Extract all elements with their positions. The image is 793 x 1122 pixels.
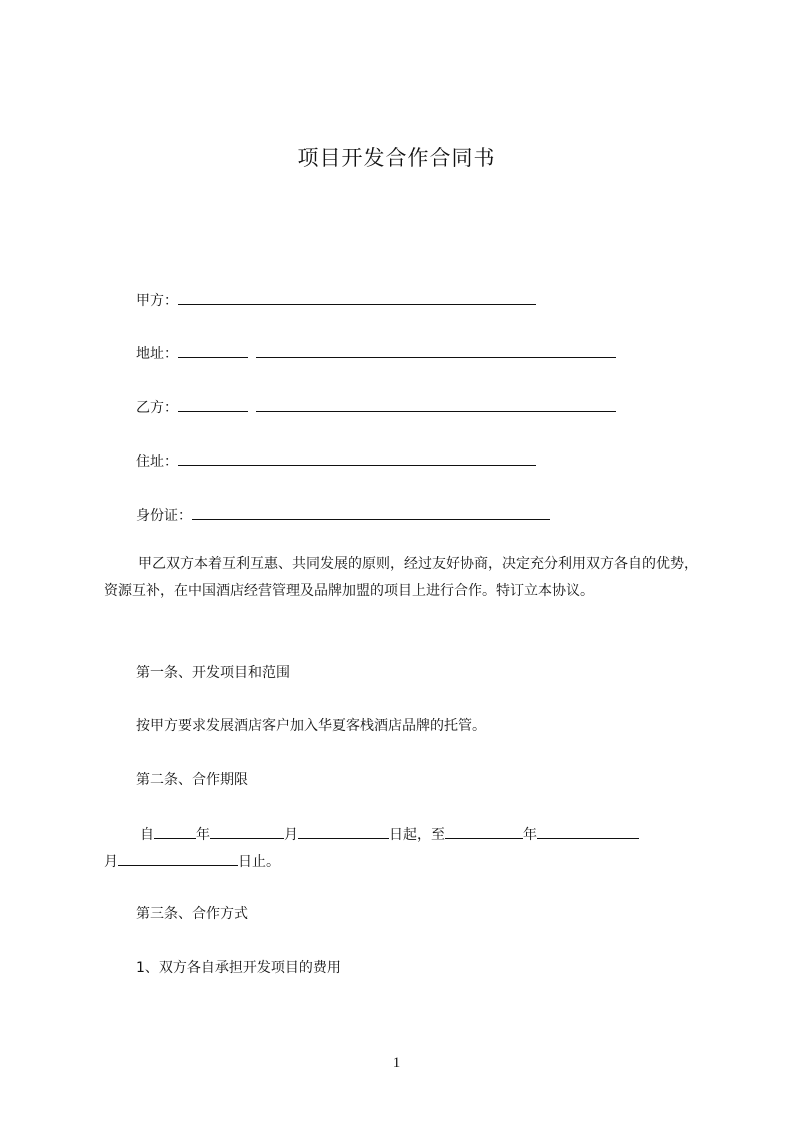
term-line-1: [140, 824, 639, 845]
article-3-heading: 第三条、合作方式: [136, 906, 248, 922]
end-day-blank[interactable]: [118, 851, 238, 866]
party-a-label: 甲方：: [136, 293, 178, 309]
residence-blank[interactable]: [178, 451, 536, 466]
month-label-1: 月: [284, 827, 298, 843]
party-b-blank-short[interactable]: [178, 397, 248, 412]
year-label-2: 年: [523, 827, 537, 843]
residence-line: [136, 451, 536, 472]
article-1-heading: 第一条、开发项目和范围: [136, 665, 290, 681]
address-line: [136, 343, 616, 364]
day-start-label: 日起，至: [389, 827, 445, 843]
end-year-blank[interactable]: [445, 824, 523, 839]
start-year-blank[interactable]: [154, 824, 196, 839]
party-b-label: 乙方：: [136, 400, 178, 416]
article-3-item-1: 1、双方各自承担开发项目的费用: [136, 960, 341, 976]
day-end-label: 日止。: [238, 854, 280, 870]
address-blank-short[interactable]: [178, 343, 248, 358]
id-line: [136, 505, 550, 526]
party-b-line: [136, 397, 616, 418]
party-a-blank[interactable]: [178, 290, 536, 305]
party-a-line: [136, 290, 536, 311]
party-b-blank-long[interactable]: [256, 397, 616, 412]
id-blank[interactable]: [192, 505, 550, 520]
address-label: 地址：: [136, 346, 178, 362]
term-from-label: 自: [140, 827, 154, 843]
start-day-blank[interactable]: [298, 824, 389, 839]
year-label-1: 年: [196, 827, 210, 843]
term-line-2: [104, 851, 280, 872]
month-label-2: 月: [104, 854, 118, 870]
id-label: 身份证：: [136, 508, 192, 524]
page-number: 1: [392, 1055, 401, 1071]
article-2-heading: 第二条、合作期限: [136, 772, 248, 788]
article-1-body: 按甲方要求发展酒店客户加入华夏客栈酒店品牌的托管。: [136, 718, 486, 734]
start-month-blank[interactable]: [210, 824, 284, 839]
residence-label: 住址：: [136, 454, 178, 470]
intro-paragraph: 甲乙双方本着互利互惠、共同发展的原则，经过友好协商，决定充分利用双方各自的优势，资源互补，在中国酒店经营管理及品牌加盟的项目上进行合作。特订立本协议。: [104, 556, 698, 599]
address-blank-long[interactable]: [256, 343, 616, 358]
end-month-blank-a[interactable]: [537, 824, 639, 839]
document-title: 项目开发合作合同书: [297, 146, 496, 170]
